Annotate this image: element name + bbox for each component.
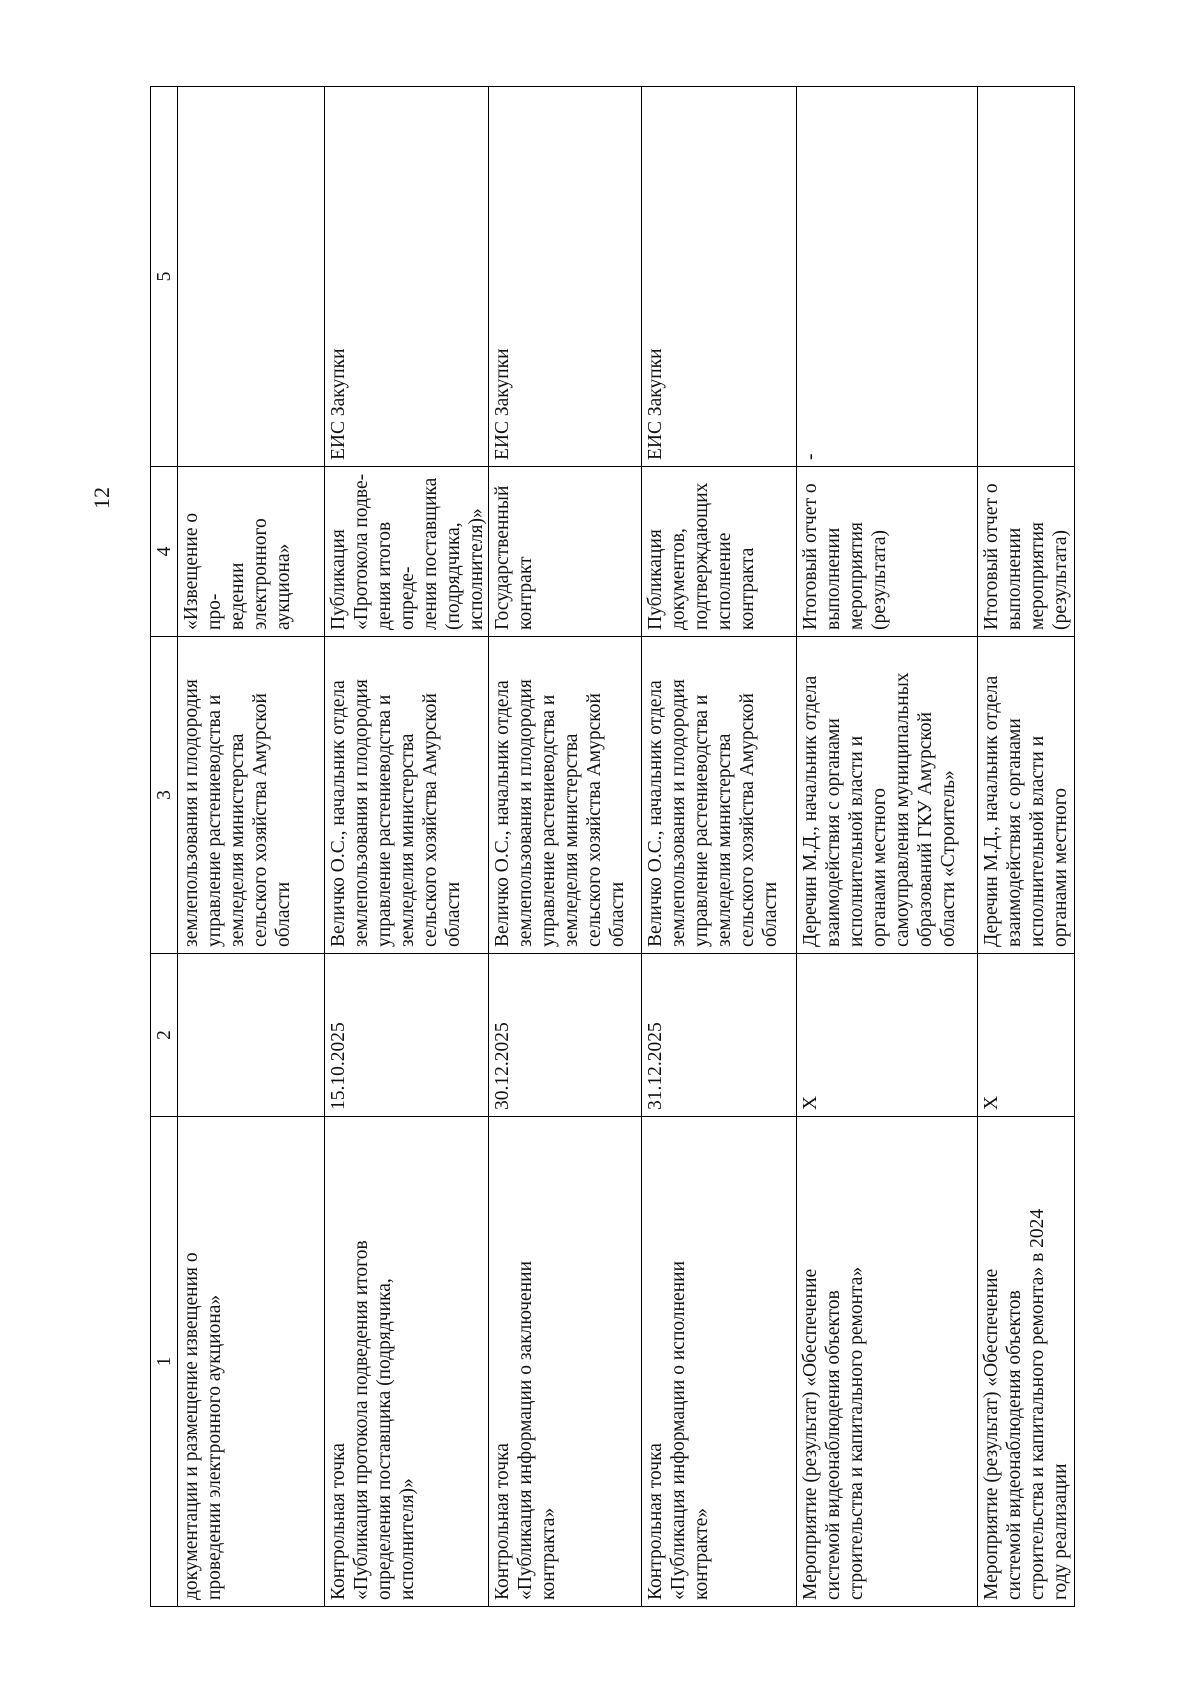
table-row: [642, 87, 797, 1607]
col-header-5: 5: [151, 87, 178, 467]
col-header-4: 4: [151, 467, 178, 637]
cell-responsible: землепользования и плодородия управление растениеводства и земледелия министерства сельского хозяйства Амурской области: [178, 637, 325, 954]
cell-date: Х: [797, 954, 978, 1117]
cell-name: Контрольная точка «Публикация информации о заключении контракта»: [489, 1117, 642, 1607]
cell-responsible: Величко О.С., начальник отдела землепользования и плодородия управление растениеводства и земледелия министерства сельского хозяйства Амурской области: [489, 637, 642, 954]
cell-system: ЕИС Закупки: [642, 87, 797, 467]
cell-name: Контрольная точка «Публикация протокола подведения итогов определения поставщика (подрядчика, исполнителя)»: [325, 1117, 489, 1607]
rotated-table-container: [150, 87, 1075, 1607]
cell-document: Итоговый отчет о выполнении мероприятия (результата): [978, 467, 1075, 637]
cell-responsible: Деречин М.Д., начальник отдела взаимодействия с органами исполнительной власти и органами местного: [978, 637, 1075, 954]
cell-responsible: Величко О.С., начальник отдела землепользования и плодородия управление растениеводства и земледелия министерства сельского хозяйства Амурской области: [325, 637, 489, 954]
cell-date: 30.12.2025: [489, 954, 642, 1117]
plan-table: [150, 86, 1075, 1607]
table-row: [797, 87, 978, 1607]
page-number: 12: [89, 487, 114, 509]
cell-system: ЕИС Закупки: [489, 87, 642, 467]
cell-system: ЕИС Закупки: [325, 87, 489, 467]
cell-name: документации и размещение извещения о проведении электронного аукциона»: [178, 1117, 325, 1607]
cell-document: Публикация документов, подтверждающих исполнение контракта: [642, 467, 797, 637]
cell-responsible: Деречин М.Д., начальник отдела взаимодействия с органами исполнительной власти и органами местного самоуправления муниципальных образований ГКУ Амурской области «Строитель»: [797, 637, 978, 954]
cell-responsible: Величко О.С., начальник отдела землепользования и плодородия управление растениеводства и земледелия министерства сельского хозяйства Амурской области: [642, 637, 797, 954]
header-row: [151, 87, 178, 1607]
cell-document: Итоговый отчет о выполнении мероприятия (результата): [797, 467, 978, 637]
col-header-1: 1: [151, 1117, 178, 1607]
table-row: [489, 87, 642, 1607]
cell-name: Мероприятие (результат) «Обеспечение системой видеонаблюдения объектов строительства и капитального ремонта»: [797, 1117, 978, 1607]
cell-date: [178, 954, 325, 1117]
table-row: [178, 87, 325, 1607]
table-row: [325, 87, 489, 1607]
col-header-3: 3: [151, 637, 178, 954]
cell-system: [178, 87, 325, 467]
cell-system: [978, 87, 1075, 467]
cell-date: 31.12.2025: [642, 954, 797, 1117]
cell-date: Х: [978, 954, 1075, 1117]
cell-document: «Извещение о про- ведении электронного аукциона»: [178, 467, 325, 637]
col-header-2: 2: [151, 954, 178, 1117]
table-row: [978, 87, 1075, 1607]
cell-document: Публикация «Протокола подве- дения итогов опреде- ления поставщика (подрядчика, исполнителя)»: [325, 467, 489, 637]
cell-document: Государственный контракт: [489, 467, 642, 637]
cell-name: Контрольная точка «Публикация информации о исполнении контракте»: [642, 1117, 797, 1607]
cell-system: -: [797, 87, 978, 467]
cell-name: Мероприятие (результат) «Обеспечение системой видеонаблюдения объектов строительства и капитального ремонта» в 2024 году реализации: [978, 1117, 1075, 1607]
cell-date: 15.10.2025: [325, 954, 489, 1117]
